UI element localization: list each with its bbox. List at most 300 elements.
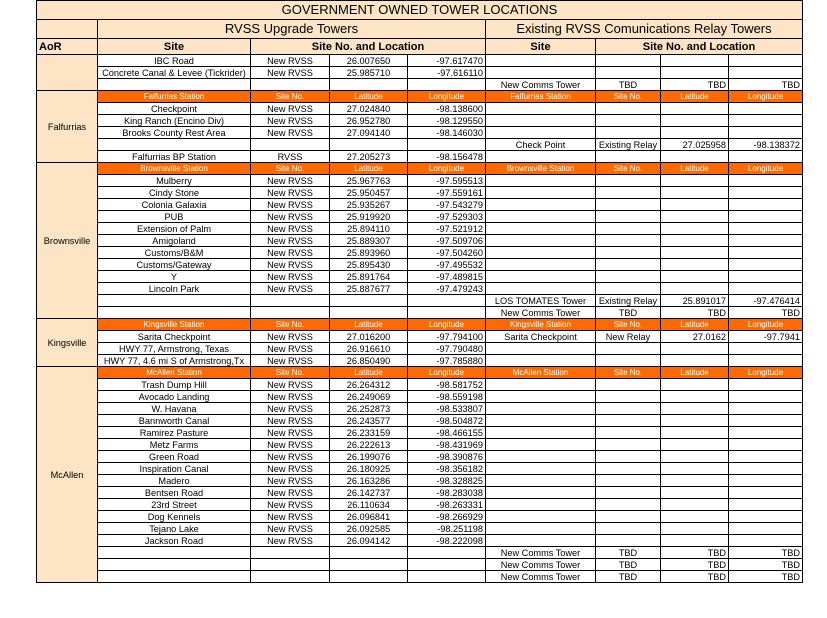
- existing-site-cell: LOS TOMATES Tower: [486, 295, 596, 307]
- upgrade-latitude-cell: 25.894110: [330, 223, 408, 235]
- upgrade-site-no-cell: New RVSS: [251, 439, 330, 451]
- upgrade-latitude-cell: 27.024840: [330, 103, 408, 115]
- existing-site-cell: [486, 211, 596, 223]
- upgrade-site-cell: Jackson Road: [98, 535, 251, 547]
- upgrade-longitude-cell: -98.138600: [408, 103, 486, 115]
- table-row: [37, 187, 803, 199]
- upgrade-longitude-cell: -98.156478: [408, 151, 486, 163]
- existing-latitude-cell: [661, 391, 729, 403]
- upgrade-longitude-cell: -97.595513: [408, 175, 486, 187]
- table-row: [37, 547, 803, 559]
- upgrade-site-cell: Metz Farms: [98, 439, 251, 451]
- upgrade-longitude-cell: -97.495532: [408, 259, 486, 271]
- existing-site-cell: Falfurrias Station: [486, 91, 596, 103]
- existing-site-no-cell: [596, 355, 661, 367]
- existing-site-cell: [486, 499, 596, 511]
- existing-site-no-cell: [596, 511, 661, 523]
- upgrade-longitude-cell: Longitude: [408, 91, 486, 103]
- upgrade-latitude-cell: 25.967763: [330, 175, 408, 187]
- existing-site-no-cell: Site No.: [596, 91, 661, 103]
- upgrade-longitude-cell: -97.521912: [408, 223, 486, 235]
- upgrade-site-cell: Mulberry: [98, 175, 251, 187]
- existing-site-cell: [486, 283, 596, 295]
- upgrade-latitude-cell: 27.016200: [330, 331, 408, 343]
- existing-latitude-cell: [661, 103, 729, 115]
- existing-site-no-cell: [596, 271, 661, 283]
- table-row: [37, 391, 803, 403]
- upgrade-site-no-cell: New RVSS: [251, 211, 330, 223]
- table-row: [37, 403, 803, 415]
- existing-latitude-cell: [661, 511, 729, 523]
- aor-cell: [37, 55, 98, 91]
- existing-longitude-cell: [729, 535, 803, 547]
- existing-latitude-cell: TBD: [661, 559, 729, 571]
- upgrade-site-no-cell: [251, 139, 330, 151]
- table-row: [37, 199, 803, 211]
- upgrade-site-no-cell: New RVSS: [251, 271, 330, 283]
- existing-latitude-cell: [661, 463, 729, 475]
- existing-site-no-cell: Existing Relay: [596, 139, 661, 151]
- existing-site-header: Site: [486, 39, 596, 55]
- existing-site-no-cell: [596, 223, 661, 235]
- upgrade-latitude-cell: 25.893960: [330, 247, 408, 259]
- table-row: [37, 175, 803, 187]
- existing-longitude-cell: TBD: [729, 79, 803, 91]
- existing-site-cell: [486, 379, 596, 391]
- existing-latitude-cell: [661, 175, 729, 187]
- existing-site-cell: [486, 187, 596, 199]
- existing-site-no-cell: [596, 499, 661, 511]
- existing-longitude-cell: [729, 211, 803, 223]
- existing-site-cell: [486, 127, 596, 139]
- existing-site-no-cell: [596, 343, 661, 355]
- existing-longitude-cell: [729, 451, 803, 463]
- upgrade-site-no-cell: RVSS: [251, 151, 330, 163]
- upgrade-site-no-cell: New RVSS: [251, 223, 330, 235]
- existing-site-no-cell: [596, 535, 661, 547]
- upgrade-site-cell: W. Havana: [98, 403, 251, 415]
- upgrade-longitude-cell: -97.529303: [408, 211, 486, 223]
- existing-site-no-cell: [596, 199, 661, 211]
- upgrade-longitude-cell: -98.222098: [408, 535, 486, 547]
- upgrade-site-cell: Ramirez Pasture: [98, 427, 251, 439]
- existing-site-cell: [486, 235, 596, 247]
- existing-site-no-cell: [596, 463, 661, 475]
- table-row: [37, 103, 803, 115]
- upgrade-latitude-cell: 26.222613: [330, 439, 408, 451]
- upgrade-site-cell: Green Road: [98, 451, 251, 463]
- upgrade-site-cell: Concrete Canal & Levee (Tickrider): [98, 67, 251, 79]
- upgrade-site-no-cell: [251, 295, 330, 307]
- existing-latitude-cell: [661, 475, 729, 487]
- upgrade-site-cell: 23rd Street: [98, 499, 251, 511]
- existing-site-no-cell: [596, 259, 661, 271]
- existing-latitude-cell: [661, 427, 729, 439]
- upgrade-site-cell: [98, 571, 251, 583]
- upgrade-longitude-cell: -98.146030: [408, 127, 486, 139]
- upgrade-longitude-cell: [408, 547, 486, 559]
- upgrade-latitude-cell: 25.895430: [330, 259, 408, 271]
- upgrade-latitude-cell: 26.850490: [330, 355, 408, 367]
- existing-longitude-cell: [729, 343, 803, 355]
- existing-latitude-cell: [661, 499, 729, 511]
- existing-site-cell: [486, 355, 596, 367]
- upgrade-site-no-cell: New RVSS: [251, 499, 330, 511]
- table-row: [37, 211, 803, 223]
- existing-longitude-cell: [729, 199, 803, 211]
- existing-site-no-cell: [596, 211, 661, 223]
- existing-latitude-cell: 27.025958: [661, 139, 729, 151]
- upgrade-longitude-cell: [408, 559, 486, 571]
- existing-latitude-cell: [661, 151, 729, 163]
- upgrade-longitude-cell: -98.533807: [408, 403, 486, 415]
- upgrade-longitude-cell: -97.559161: [408, 187, 486, 199]
- upgrade-site-no-cell: New RVSS: [251, 427, 330, 439]
- upgrade-longitude-cell: [408, 307, 486, 319]
- existing-site-cell: [486, 415, 596, 427]
- table-row: [37, 523, 803, 535]
- existing-site-no-cell: [596, 103, 661, 115]
- upgrade-longitude-cell: -98.390876: [408, 451, 486, 463]
- aor-cell: McAllen: [37, 367, 98, 583]
- existing-site-cell: Brownsville Station: [486, 163, 596, 175]
- upgrade-site-no-cell: New RVSS: [251, 235, 330, 247]
- upgrade-latitude-cell: 26.243577: [330, 415, 408, 427]
- upgrade-site-cell: Bannworth Canal: [98, 415, 251, 427]
- upgrade-site-cell: IBC Road: [98, 55, 251, 67]
- upgrade-site-no-cell: New RVSS: [251, 283, 330, 295]
- upgrade-latitude-cell: 25.889307: [330, 235, 408, 247]
- upgrade-latitude-cell: 25.919920: [330, 211, 408, 223]
- existing-latitude-cell: [661, 355, 729, 367]
- existing-site-no-cell: [596, 115, 661, 127]
- existing-latitude-cell: [661, 127, 729, 139]
- existing-site-no-cell: New Relay: [596, 331, 661, 343]
- upgrade-longitude-cell: Longitude: [408, 163, 486, 175]
- upgrade-site-no-cell: New RVSS: [251, 259, 330, 271]
- existing-site-cell: [486, 391, 596, 403]
- table-row: [37, 235, 803, 247]
- upgrade-longitude-cell: -97.489815: [408, 271, 486, 283]
- existing-longitude-cell: [729, 355, 803, 367]
- existing-site-cell: New Comms Tower: [486, 79, 596, 91]
- existing-latitude-cell: [661, 259, 729, 271]
- existing-longitude-cell: [729, 523, 803, 535]
- upgrade-latitude-cell: 25.935267: [330, 199, 408, 211]
- site-header: Site: [98, 39, 251, 55]
- existing-latitude-cell: [661, 223, 729, 235]
- existing-longitude-cell: [729, 67, 803, 79]
- upgrade-longitude-cell: -98.356182: [408, 463, 486, 475]
- upgrade-site-cell: [98, 559, 251, 571]
- existing-site-cell: [486, 151, 596, 163]
- existing-longitude-cell: [729, 223, 803, 235]
- upgrade-longitude-cell: -98.559198: [408, 391, 486, 403]
- table-row: [37, 559, 803, 571]
- upgrade-longitude-cell: -98.466155: [408, 427, 486, 439]
- upgrade-site-no-cell: New RVSS: [251, 175, 330, 187]
- existing-longitude-cell: [729, 499, 803, 511]
- upgrade-latitude-cell: 26.096841: [330, 511, 408, 523]
- upgrade-site-no-cell: Site No.: [251, 163, 330, 175]
- upgrade-latitude-cell: 25.887677: [330, 283, 408, 295]
- existing-site-no-cell: [596, 151, 661, 163]
- existing-relay-header: Existing RVSS Comunications Relay Towers: [486, 20, 803, 39]
- existing-longitude-cell: [729, 391, 803, 403]
- table-row: [37, 115, 803, 127]
- existing-site-cell: [486, 439, 596, 451]
- upgrade-latitude-cell: 26.094142: [330, 535, 408, 547]
- upgrade-site-cell: Amigoland: [98, 235, 251, 247]
- station-header-row: [37, 91, 803, 103]
- existing-site-cell: [486, 199, 596, 211]
- existing-longitude-cell: [729, 487, 803, 499]
- upgrade-longitude-cell: Longitude: [408, 367, 486, 379]
- existing-site-no-cell: [596, 55, 661, 67]
- station-header-row: [37, 163, 803, 175]
- existing-longitude-cell: [729, 151, 803, 163]
- upgrade-site-cell: Customs/Gateway: [98, 259, 251, 271]
- existing-site-no-cell: [596, 475, 661, 487]
- existing-site-cell: [486, 271, 596, 283]
- table-row: [37, 427, 803, 439]
- upgrade-site-no-cell: New RVSS: [251, 451, 330, 463]
- existing-longitude-cell: [729, 283, 803, 295]
- upgrade-site-cell: Falfurrias BP Station: [98, 151, 251, 163]
- upgrade-site-cell: PUB: [98, 211, 251, 223]
- existing-latitude-cell: [661, 439, 729, 451]
- existing-latitude-cell: TBD: [661, 547, 729, 559]
- upgrade-longitude-cell: -98.581752: [408, 379, 486, 391]
- existing-longitude-cell: [729, 463, 803, 475]
- upgrade-latitude-cell: 26.252873: [330, 403, 408, 415]
- table-row: [37, 271, 803, 283]
- existing-longitude-cell: Longitude: [729, 163, 803, 175]
- upgrade-latitude-cell: 26.952780: [330, 115, 408, 127]
- existing-latitude-cell: 25.891017: [661, 295, 729, 307]
- upgrade-site-cell: HWY 77, 4.6 mi S of Armstrong,Tx: [98, 355, 251, 367]
- upgrade-site-no-cell: New RVSS: [251, 487, 330, 499]
- table-row: [37, 475, 803, 487]
- aor-cell: Brownsville: [37, 163, 98, 319]
- upgrade-longitude-cell: -98.129550: [408, 115, 486, 127]
- existing-latitude-cell: [661, 415, 729, 427]
- aor-cell: Falfurrias: [37, 91, 98, 163]
- existing-site-cell: [486, 175, 596, 187]
- upgrade-site-no-cell: New RVSS: [251, 343, 330, 355]
- table-row: [37, 247, 803, 259]
- upgrade-site-no-cell: New RVSS: [251, 511, 330, 523]
- table-row: [37, 571, 803, 583]
- table-row: [37, 415, 803, 427]
- upgrade-latitude-cell: 26.092585: [330, 523, 408, 535]
- existing-latitude-cell: [661, 403, 729, 415]
- upgrade-latitude-cell: 27.205273: [330, 151, 408, 163]
- existing-site-cell: [486, 451, 596, 463]
- upgrade-site-no-cell: New RVSS: [251, 391, 330, 403]
- upgrade-site-cell: HWY 77, Armstrong, Texas: [98, 343, 251, 355]
- upgrade-site-cell: [98, 547, 251, 559]
- existing-site-no-cell: [596, 187, 661, 199]
- existing-site-cell: [486, 463, 596, 475]
- aor-cell: Kingsville: [37, 319, 98, 367]
- upgrade-longitude-cell: -97.794100: [408, 331, 486, 343]
- table-row: [37, 451, 803, 463]
- upgrade-site-no-cell: Site No.: [251, 367, 330, 379]
- existing-latitude-cell: [661, 67, 729, 79]
- upgrade-latitude-cell: [330, 559, 408, 571]
- upgrade-site-no-cell: New RVSS: [251, 403, 330, 415]
- upgrade-longitude-cell: -98.283038: [408, 487, 486, 499]
- existing-site-cell: [486, 247, 596, 259]
- upgrade-site-cell: Kingsville Station: [98, 319, 251, 331]
- existing-site-cell: New Comms Tower: [486, 571, 596, 583]
- upgrade-site-no-cell: [251, 307, 330, 319]
- existing-site-no-cell: [596, 379, 661, 391]
- upgrade-longitude-cell: -97.509706: [408, 235, 486, 247]
- upgrade-longitude-cell: -98.266929: [408, 511, 486, 523]
- existing-latitude-cell: [661, 247, 729, 259]
- existing-site-cell: [486, 259, 596, 271]
- table-row: [37, 283, 803, 295]
- existing-longitude-cell: [729, 55, 803, 67]
- upgrade-longitude-cell: -98.263331: [408, 499, 486, 511]
- upgrade-site-no-cell: New RVSS: [251, 187, 330, 199]
- upgrade-site-cell: Bentsen Road: [98, 487, 251, 499]
- upgrade-site-no-cell: New RVSS: [251, 199, 330, 211]
- upgrade-site-no-cell: New RVSS: [251, 355, 330, 367]
- upgrade-latitude-cell: 25.891764: [330, 271, 408, 283]
- existing-longitude-cell: [729, 403, 803, 415]
- upgrade-latitude-cell: 26.916610: [330, 343, 408, 355]
- upgrade-site-no-cell: New RVSS: [251, 331, 330, 343]
- upgrade-latitude-cell: Latitude: [330, 91, 408, 103]
- existing-site-cell: [486, 427, 596, 439]
- upgrade-site-no-cell: [251, 559, 330, 571]
- upgrade-longitude-cell: -97.479243: [408, 283, 486, 295]
- upgrade-site-no-cell: New RVSS: [251, 535, 330, 547]
- upgrade-site-no-cell: [251, 79, 330, 91]
- upgrade-latitude-cell: 26.264312: [330, 379, 408, 391]
- table-row: [37, 439, 803, 451]
- existing-site-no-cell: [596, 391, 661, 403]
- existing-longitude-cell: -97.7941: [729, 331, 803, 343]
- upgrade-longitude-cell: -98.251198: [408, 523, 486, 535]
- existing-site-cell: [486, 343, 596, 355]
- upgrade-longitude-cell: Longitude: [408, 319, 486, 331]
- existing-site-no-cell: TBD: [596, 547, 661, 559]
- upgrade-latitude-cell: 26.142737: [330, 487, 408, 499]
- existing-longitude-cell: [729, 439, 803, 451]
- existing-longitude-cell: Longitude: [729, 319, 803, 331]
- upgrade-latitude-cell: [330, 547, 408, 559]
- existing-latitude-cell: [661, 343, 729, 355]
- upgrade-site-cell: Y: [98, 271, 251, 283]
- upgrade-longitude-cell: -98.504872: [408, 415, 486, 427]
- existing-site-no-cell: Site No.: [596, 367, 661, 379]
- existing-longitude-cell: [729, 415, 803, 427]
- upgrade-site-cell: Cindy Stone: [98, 187, 251, 199]
- upgrade-longitude-cell: -98.431969: [408, 439, 486, 451]
- upgrade-latitude-cell: 25.985710: [330, 67, 408, 79]
- table-row: [37, 139, 803, 151]
- existing-site-cell: [486, 223, 596, 235]
- existing-longitude-cell: TBD: [729, 559, 803, 571]
- existing-site-no-cell: [596, 415, 661, 427]
- existing-site-cell: [486, 523, 596, 535]
- table-row: [37, 535, 803, 547]
- upgrade-latitude-cell: 26.199076: [330, 451, 408, 463]
- upgrade-site-cell: [98, 307, 251, 319]
- existing-site-no-cell: Existing Relay: [596, 295, 661, 307]
- existing-site-cell: [486, 103, 596, 115]
- existing-site-cell: [486, 535, 596, 547]
- existing-longitude-cell: TBD: [729, 547, 803, 559]
- upgrade-latitude-cell: 27.094140: [330, 127, 408, 139]
- table-row: [37, 499, 803, 511]
- upgrade-latitude-cell: Latitude: [330, 367, 408, 379]
- upgrade-site-no-cell: New RVSS: [251, 247, 330, 259]
- existing-longitude-cell: [729, 115, 803, 127]
- upgrade-site-no-cell: New RVSS: [251, 415, 330, 427]
- existing-latitude-cell: Latitude: [661, 319, 729, 331]
- existing-latitude-cell: Latitude: [661, 163, 729, 175]
- upgrade-site-cell: King Ranch (Encino Div): [98, 115, 251, 127]
- existing-site-no-cell: [596, 283, 661, 295]
- upgrade-longitude-cell: [408, 295, 486, 307]
- aor-corner-cell: [37, 20, 98, 39]
- existing-longitude-cell: [729, 127, 803, 139]
- existing-longitude-cell: [729, 175, 803, 187]
- upgrade-site-cell: Checkpoint: [98, 103, 251, 115]
- existing-site-cell: Sarita Checkpoint: [486, 331, 596, 343]
- upgrade-site-cell: [98, 139, 251, 151]
- existing-latitude-cell: [661, 283, 729, 295]
- existing-site-no-cell: [596, 451, 661, 463]
- existing-site-no-cell: [596, 523, 661, 535]
- upgrade-site-cell: Brooks County Rest Area: [98, 127, 251, 139]
- existing-site-no-cell: TBD: [596, 79, 661, 91]
- upgrade-site-no-cell: New RVSS: [251, 103, 330, 115]
- upgrade-site-no-cell: [251, 547, 330, 559]
- upgrade-latitude-cell: 26.249069: [330, 391, 408, 403]
- upgrade-site-cell: Avocado Landing: [98, 391, 251, 403]
- existing-latitude-cell: [661, 451, 729, 463]
- upgrade-site-no-cell: New RVSS: [251, 463, 330, 475]
- existing-site-cell: [486, 487, 596, 499]
- upgrade-latitude-cell: 26.180925: [330, 463, 408, 475]
- upgrade-longitude-cell: [408, 571, 486, 583]
- existing-latitude-cell: [661, 211, 729, 223]
- existing-site-no-cell: [596, 427, 661, 439]
- existing-site-no-cell: [596, 403, 661, 415]
- upgrade-latitude-cell: [330, 139, 408, 151]
- upgrade-latitude-cell: 26.007650: [330, 55, 408, 67]
- station-header-row: [37, 367, 803, 379]
- existing-site-cell: Kingsville Station: [486, 319, 596, 331]
- existing-longitude-cell: TBD: [729, 307, 803, 319]
- table-row: [37, 463, 803, 475]
- upgrade-longitude-cell: -97.617470: [408, 55, 486, 67]
- sheet-title: GOVERNMENT OWNED TOWER LOCATIONS: [37, 1, 803, 20]
- existing-longitude-cell: -97.476414: [729, 295, 803, 307]
- upgrade-site-cell: Falfurrias Station: [98, 91, 251, 103]
- upgrade-towers-header: RVSS Upgrade Towers: [98, 20, 486, 39]
- existing-site-no-cell: [596, 175, 661, 187]
- existing-site-no-cell: [596, 67, 661, 79]
- existing-longitude-cell: [729, 103, 803, 115]
- existing-longitude-cell: Longitude: [729, 91, 803, 103]
